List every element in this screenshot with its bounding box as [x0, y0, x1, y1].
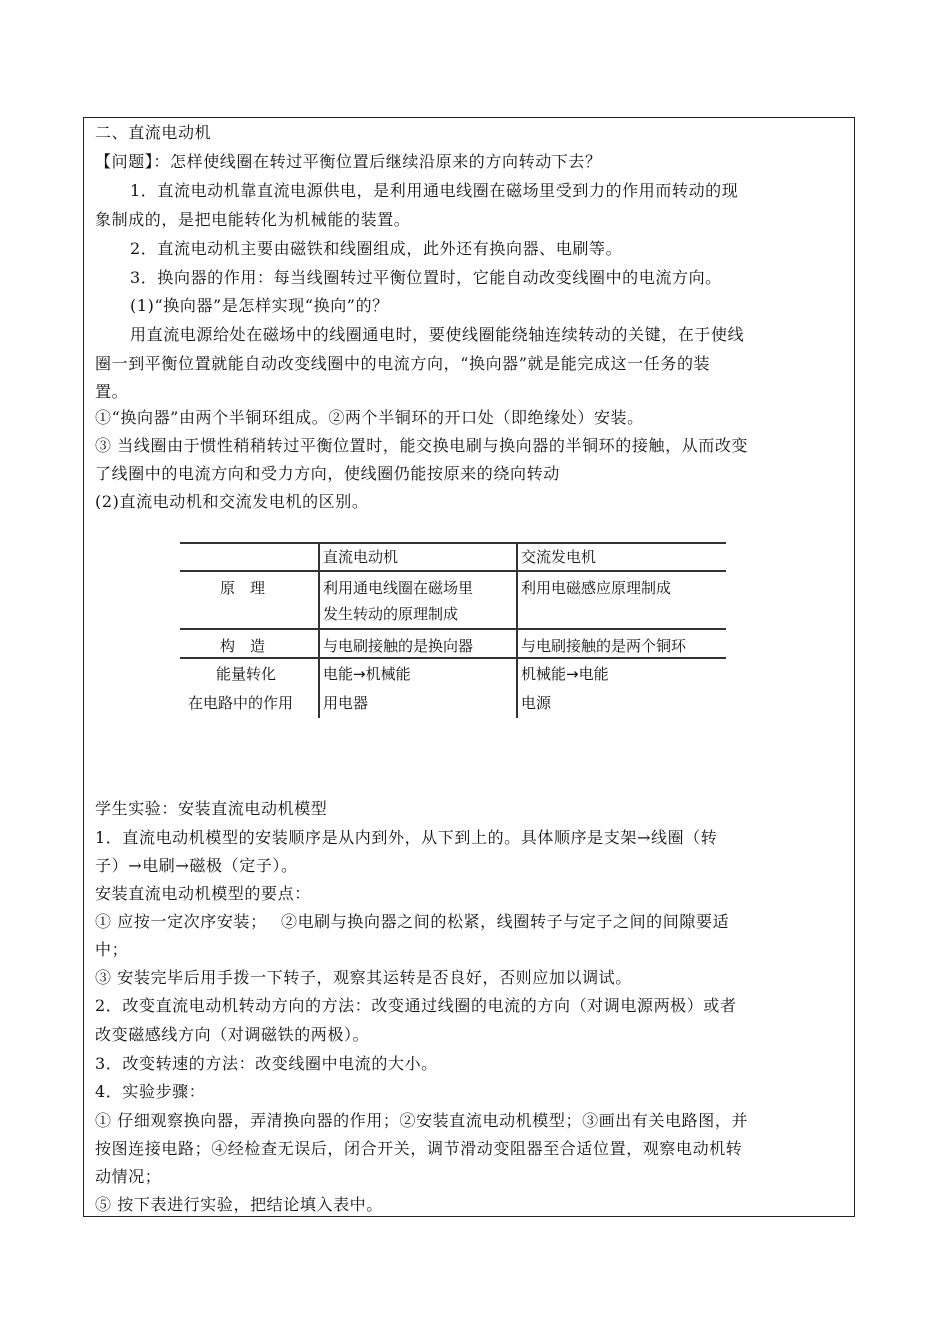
- experiment-1-line-1: 1．直流电动机模型的安装顺序是从内到外，从下到上的。具体顺序是支架→线圈（转: [95, 828, 718, 847]
- item-3-line-2: 了线圈中的电流方向和受力方向，使线圈仍能按原来的绕向转动: [95, 464, 560, 483]
- table-cell-ac: 与电刷接触的是两个铜环: [521, 637, 687, 655]
- table-row-label: 构 造: [220, 637, 266, 655]
- experiment-point-3: ③ 安装完毕后用手拨一下转子，观察其运转是否良好，否则应加以调试。: [95, 968, 632, 987]
- table-cell-dc: 发生转动的原理制成: [323, 605, 459, 623]
- table-cell-dc: 与电刷接触的是换向器: [323, 637, 474, 655]
- experiment-points-heading: 安装直流电动机模型的要点：: [95, 884, 311, 903]
- table-header-ac: 交流发电机: [521, 548, 597, 566]
- table-cell-dc: 用电器: [323, 694, 369, 712]
- step-5: ⑤ 按下表进行实验，把结论填入表中。: [95, 1195, 383, 1214]
- experiment-point-1-line-2: 中；: [95, 940, 129, 959]
- experiment-1-line-2: 子）→电刷→磁极（定子）。: [95, 856, 298, 875]
- paragraph-1-line-2: 象制成的，是把电能转化为机械能的装置。: [95, 210, 411, 229]
- table-row-label: 原 理: [220, 579, 266, 597]
- table-rule-top: [180, 542, 726, 544]
- table-cell-ac: 电源: [521, 694, 552, 712]
- table-cell-dc: 利用通电线圈在磁场里: [323, 579, 474, 597]
- steps-line-3: 动情况；: [95, 1167, 162, 1186]
- table-divider-2: [516, 542, 518, 718]
- experiment-3: 3．改变转速的方法：改变线圈中电流的大小。: [95, 1054, 438, 1073]
- experiment-point-1-line-1: ① 应按一定次序安装； ②电刷与换向器之间的松紧，线圈转子与定子之间的间隙要适: [95, 912, 730, 931]
- sub-heading-2: (2)直流电动机和交流发电机的区别。: [95, 492, 369, 511]
- table-cell-dc: 电能→机械能: [323, 665, 411, 683]
- paragraph-2: 2．直流电动机主要由磁铁和线圈组成，此外还有换向器、电刷等。: [130, 239, 623, 258]
- item-1: ①“换向器”由两个半铜环组成。②两个半铜环的开口处（即绝缘处）安装。: [95, 408, 644, 427]
- sub-heading-1: (1)“换向器”是怎样实现“换向”的？: [130, 296, 389, 315]
- experiment-4: 4．实验步骤：: [95, 1082, 206, 1101]
- paragraph-4-line-1: 用直流电源给处在磁场中的线圈通电时，要使线圈能绕轴连续转动的关键，在于使线: [130, 325, 745, 344]
- paragraph-3: 3．换向器的作用：每当线圈转过平衡位置时，它能自动改变线圈中的电流方向。: [130, 268, 722, 287]
- section-title: 二、直流电动机: [95, 123, 212, 142]
- paragraph-1-line-1: 1．直流电动机靠直流电源供电，是利用通电线圈在磁场里受到力的作用而转动的现: [130, 181, 739, 200]
- table-rule-row-2: [180, 657, 726, 659]
- table-cell-ac: 机械能→电能: [521, 665, 609, 683]
- paragraph-4-line-2: 圈一到平衡位置就能自动改变线圈中的电流方向，“换向器”就是能完成这一任务的装: [95, 354, 711, 373]
- table-rule-header: [180, 570, 726, 572]
- table-row-label: 能量转化: [216, 665, 277, 683]
- paragraph-4-line-3: 置。: [95, 382, 129, 401]
- table-divider-1: [318, 542, 320, 718]
- steps-line-1: ① 仔细观察换向器，弄清换向器的作用；②安装直流电动机模型；③画出有关电路图，并: [95, 1111, 749, 1130]
- experiment-title: 学生实验：安装直流电动机模型: [95, 799, 328, 818]
- table-cell-ac: 利用电磁感应原理制成: [521, 579, 672, 597]
- comparison-table: [180, 542, 726, 718]
- table-row-label: 在电路中的作用: [188, 694, 294, 712]
- experiment-2-line-1: 2．改变直流电动机转动方向的方法：改变通过线圈的电流的方向（对调电源两极）或者: [95, 996, 737, 1015]
- table-rule-row-1: [180, 628, 726, 630]
- item-3-line-1: ③ 当线圈由于惯性稍稍转过平衡位置时，能交换电刷与换向器的半铜环的接触，从而改变: [95, 436, 749, 455]
- steps-line-2: 按图连接电路；④经检查无误后，闭合开关，调节滑动变阻器至合适位置，观察电动机转: [95, 1139, 743, 1158]
- table-header-dc: 直流电动机: [323, 548, 399, 566]
- experiment-2-line-2: 改变磁感线方向（对调磁铁的两极）。: [95, 1025, 370, 1044]
- question: 【问题】：怎样使线圈在转过平衡位置后继续沿原来的方向转动下去？: [95, 152, 602, 171]
